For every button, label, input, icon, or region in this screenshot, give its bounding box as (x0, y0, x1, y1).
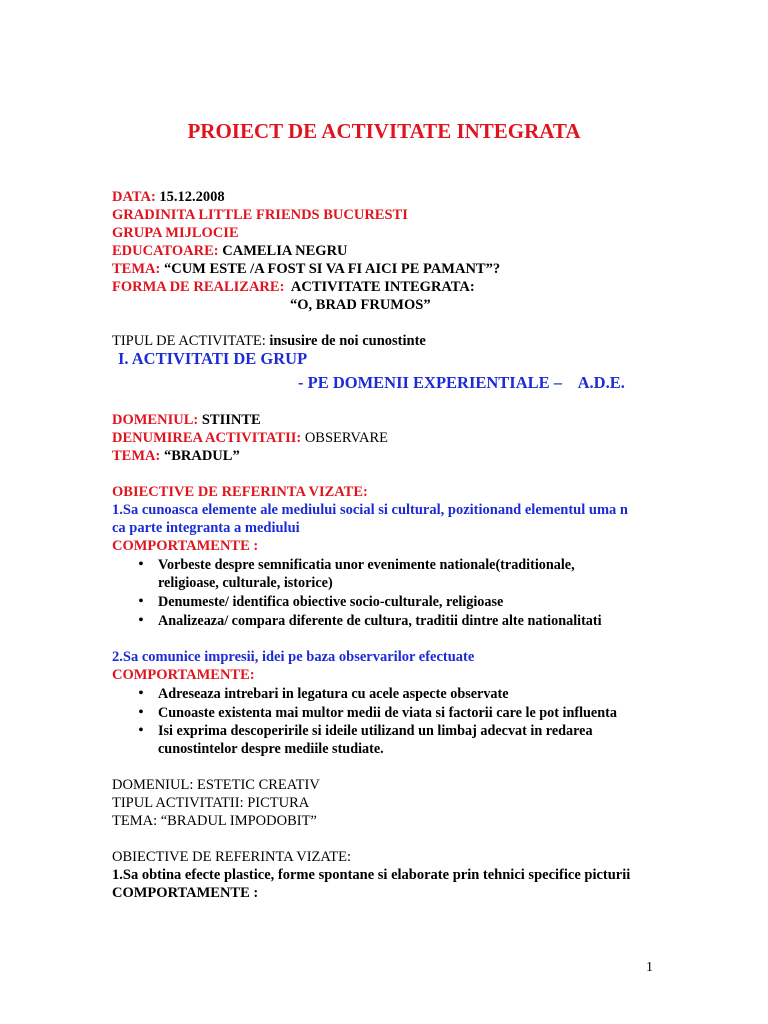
tema-value: “CUM ESTE /A FOST SI VA FI AICI PE PAMANT”? (163, 261, 501, 277)
list-item: Adreseaza intrebari in legatura cu acele aspecte observate (158, 686, 509, 702)
comportamente-heading-2: COMPORTAMENTE: (112, 667, 255, 683)
data-value: 15.12.2008 (159, 189, 225, 205)
bullet-icon: • (138, 557, 144, 572)
obj1-line2: ca parte integranta a mediului (112, 520, 300, 536)
bullet-icon: • (138, 594, 144, 609)
obj-2-1-line: 1.Sa obtina efecte plastice, forme spontane si elaborate prin tehnici specifice picturii (112, 867, 631, 883)
obj2-line: 2.Sa comunice impresii, idei pe baza observarilor efectuate (112, 649, 475, 665)
obiective-2-line: OBIECTIVE DE REFERINTA VIZATE: (112, 849, 352, 865)
bullet-icon: • (138, 686, 144, 701)
educatoare-line (112, 242, 348, 260)
data-label: DATA (112, 189, 151, 205)
forma-sub: “O, BRAD FRUMOS” (290, 297, 431, 313)
denumirea-label: DENUMIREA ACTIVITATII: (112, 430, 302, 446)
educatoare-label: EDUCATOARE: (112, 243, 219, 259)
tema-label: TEMA: (112, 261, 161, 277)
denumirea-line (112, 429, 388, 447)
denumirea-value: OBSERVARE (304, 430, 389, 446)
grupa-line: GRUPA MIJLOCIE (112, 225, 239, 241)
bullet-icon: • (138, 723, 144, 738)
page-title: PROIECT DE ACTIVITATE INTEGRATA (187, 119, 581, 143)
obj1-line1: 1.Sa cunoasca elemente ale mediului social si cultural, pozitionand elementul uma n (112, 502, 628, 518)
list-item: Denumeste/ identifica obiective socio-culturale, religioase (158, 594, 504, 610)
data-line: DATA: 15.12.2008 (112, 189, 225, 205)
forma-label: FORMA DE REALIZARE (112, 279, 280, 295)
section-heading: I. ACTIVITATI DE GRUP (118, 349, 308, 368)
list-item: Vorbeste despre semnificatia unor evenimente nationale(traditionale, (158, 557, 575, 573)
list-item-continuation: cunostintelor despre mediile studiate. (158, 741, 384, 757)
forma-line: FORMA DE REALIZARE: ACTIVITATE INTEGRATA: (112, 279, 475, 295)
domeniul-line (112, 411, 261, 429)
obiective-line: OBIECTIVE DE REFERINTA VIZATE: (112, 484, 368, 500)
tip-activitate-value: insusire de noi cunostinte (269, 333, 426, 349)
comportamente-heading-1: COMPORTAMENTE : (112, 538, 259, 554)
bullet-icon: • (138, 613, 144, 628)
tema-bradul-label: TEMA (112, 448, 156, 464)
list-item: Cunoaste existenta mai multor medii de viata si factorii care le pot influenta (158, 705, 617, 721)
bullet-icon: • (138, 705, 144, 720)
list-item: Analizeaza/ compara diferente de cultura, traditii dintre alte nationalitati (158, 613, 602, 629)
tema-2-line: TEMA: “BRADUL IMPODOBIT” (112, 813, 317, 829)
tipul-activitatii-line: TIPUL ACTIVITATII: PICTURA (112, 795, 310, 811)
obiective-label: OBIECTIVE DE REFERINTA VIZATE (112, 484, 363, 500)
section-subheading: - PE DOMENII EXPERIENTIALE – A.D.E. (298, 373, 625, 392)
tip-activitate-label: TIPUL DE ACTIVITATE (112, 333, 262, 349)
tip-activitate-line: TIPUL DE ACTIVITATE: insusire de noi cunostinte (112, 333, 426, 349)
educatoare-value: CAMELIA NEGRU (222, 243, 348, 259)
tema-line (112, 260, 500, 278)
domeniul-label: DOMENIUL: (112, 412, 199, 428)
domeniul-value: STIINTE (201, 412, 261, 428)
forma-value: ACTIVITATE INTEGRATA: (290, 279, 475, 295)
list-item: Isi exprima descoperirile si ideile utilizand un limbaj adecvat in redarea (158, 723, 593, 739)
domeniul-2-line: DOMENIUL: ESTETIC CREATIV (112, 777, 320, 793)
list-item-continuation: religioase, culturale, istorice) (158, 575, 333, 591)
tema-bradul-value: “BRADUL” (163, 448, 240, 464)
tema-bradul-line: TEMA: “BRADUL” (112, 448, 240, 464)
comportamente-2-line: COMPORTAMENTE : (112, 885, 259, 901)
page-number: 1 (646, 960, 653, 975)
gradinita-line: GRADINITA LITTLE FRIENDS BUCURESTI (112, 207, 408, 223)
